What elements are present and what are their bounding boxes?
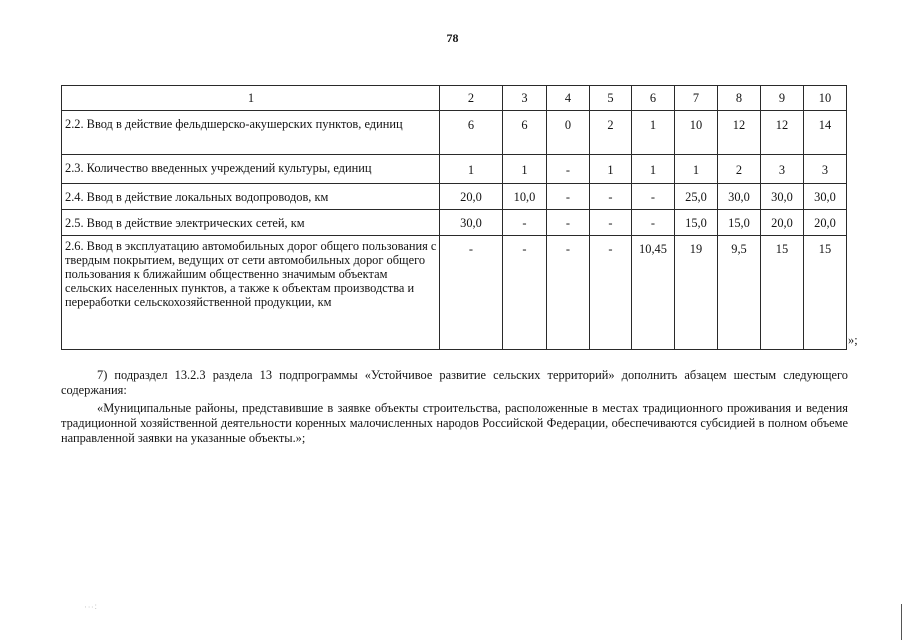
table-cell: 10,0 [503, 184, 547, 210]
table-cell: 19 [675, 236, 718, 350]
header-cell: 3 [503, 86, 547, 111]
amendment-paragraph: 7) подраздел 13.2.3 раздела 13 подпрограммы «Устойчивое развитие сельских территорий» дополнить абзацем шестым следующего содержания: [61, 368, 848, 397]
table-cell: - [590, 236, 632, 350]
table-cell: 20,0 [804, 210, 847, 236]
data-table [61, 85, 847, 350]
table-cell: 2 [590, 111, 632, 155]
table-header-row [62, 86, 847, 111]
table-cell: 3 [761, 155, 804, 184]
table-cell: 25,0 [675, 184, 718, 210]
table-cell: 30,0 [761, 184, 804, 210]
header-cell: 6 [632, 86, 675, 111]
header-cell: 1 [62, 86, 440, 111]
row-label: 2.6. Ввод в эксплуатацию автомобильных дорог общего пользования с твердым покрытием, ведущих от сети автомобильных дорог общего пользования к ближайшим общественно значимым объектам сельских населенных пунктов, а также к объектам производства и переработки сельскохозяйственной продукции, км [62, 236, 440, 350]
table-cell: 1 [590, 155, 632, 184]
table-row [62, 111, 847, 155]
table-cell: - [440, 236, 503, 350]
table-cell: 30,0 [804, 184, 847, 210]
table-cell: 1 [675, 155, 718, 184]
table-cell: - [632, 184, 675, 210]
table-cell: 10,45 [632, 236, 675, 350]
table-cell: 15,0 [675, 210, 718, 236]
table-closing-quote: »; [848, 333, 858, 347]
table-row [62, 155, 847, 184]
table-cell: - [590, 184, 632, 210]
table-cell: 1 [632, 155, 675, 184]
row-label: 2.3. Количество введенных учреждений культуры, единиц [62, 155, 440, 184]
table-cell: 6 [503, 111, 547, 155]
table-cell: 12 [718, 111, 761, 155]
table-cell: 3 [804, 155, 847, 184]
page-edge-line [901, 604, 902, 640]
table-cell: 10 [675, 111, 718, 155]
table-cell: - [547, 184, 590, 210]
table-cell: 30,0 [440, 210, 503, 236]
table-row [62, 236, 847, 350]
page-number: 78 [446, 31, 459, 45]
quoted-paragraph: «Муниципальные районы, представившие в заявке объекты строительства, расположенные в местах традиционного проживания и ведения традиционной хозяйственной деятельности коренных малочисленных народов Российской Федерации, обеспечиваются субсидией в полном объеме направленной заявки на указанные объекты.»; [61, 401, 848, 445]
table-cell: 20,0 [761, 210, 804, 236]
table-cell: 1 [440, 155, 503, 184]
header-cell: 4 [547, 86, 590, 111]
table-cell: 30,0 [718, 184, 761, 210]
table-cell: 12 [761, 111, 804, 155]
table-cell: 15 [761, 236, 804, 350]
table-cell: 14 [804, 111, 847, 155]
scan-noise-mark: ·∙∙∶ [84, 602, 98, 612]
row-label: 2.5. Ввод в действие электрических сетей, км [62, 210, 440, 236]
table-cell: - [547, 236, 590, 350]
row-label: 2.2. Ввод в действие фельдшерско-акушерских пунктов, единиц [62, 111, 440, 155]
header-cell: 7 [675, 86, 718, 111]
table-cell: - [503, 236, 547, 350]
header-cell: 2 [440, 86, 503, 111]
table-cell: - [547, 210, 590, 236]
table-cell: - [590, 210, 632, 236]
header-cell: 9 [761, 86, 804, 111]
table-cell: 15 [804, 236, 847, 350]
table-row [62, 184, 847, 210]
table-row [62, 210, 847, 236]
table-cell: 15,0 [718, 210, 761, 236]
table-cell: 9,5 [718, 236, 761, 350]
table-cell: - [547, 155, 590, 184]
table-cell: 2 [718, 155, 761, 184]
header-cell: 5 [590, 86, 632, 111]
row-label: 2.4. Ввод в действие локальных водопроводов, км [62, 184, 440, 210]
header-cell: 8 [718, 86, 761, 111]
table-cell: - [503, 210, 547, 236]
header-cell: 10 [804, 86, 847, 111]
table-cell: 20,0 [440, 184, 503, 210]
table-cell: 1 [632, 111, 675, 155]
table-cell: - [632, 210, 675, 236]
table-cell: 6 [440, 111, 503, 155]
table-cell: 0 [547, 111, 590, 155]
table-cell: 1 [503, 155, 547, 184]
